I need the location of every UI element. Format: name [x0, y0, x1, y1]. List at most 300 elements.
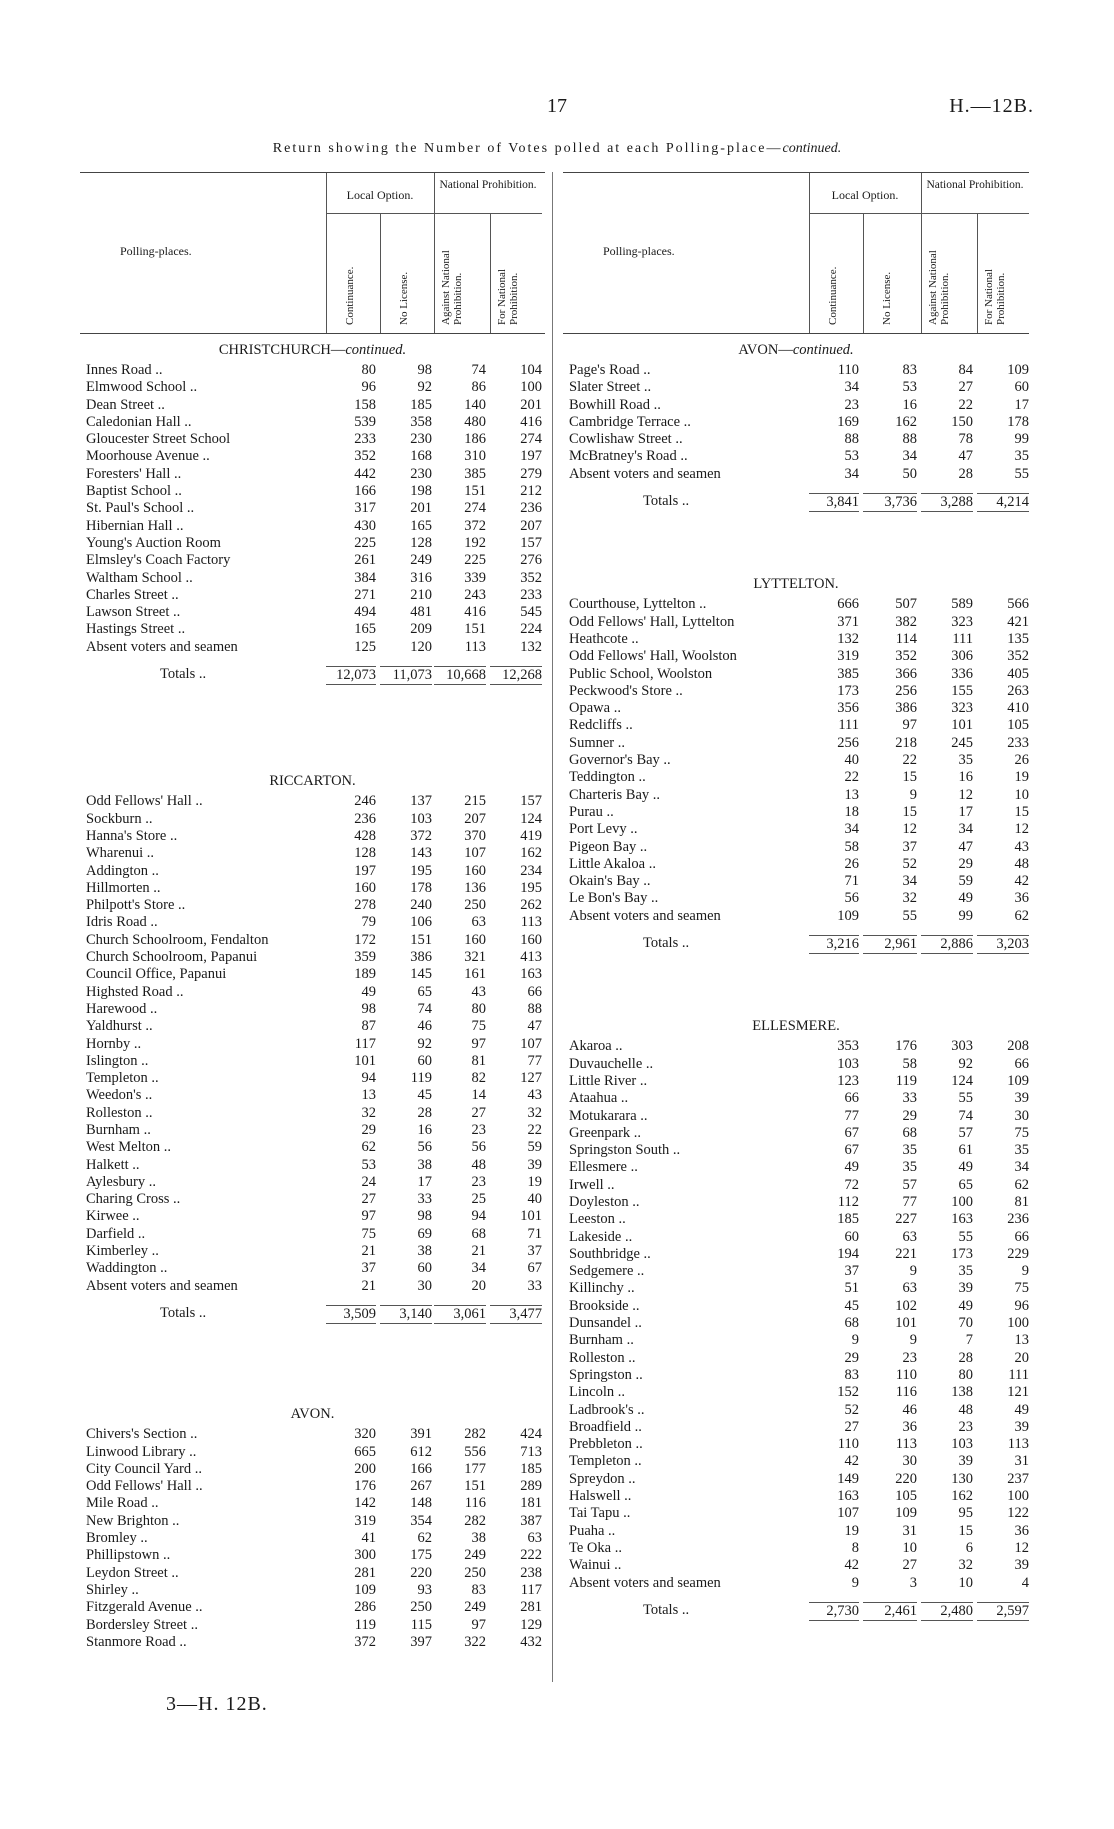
against-np-value: 130 — [951, 1470, 973, 1487]
table-row — [563, 614, 1029, 631]
table-row — [80, 1018, 545, 1035]
against-np-value: 92 — [958, 1055, 973, 1072]
continuance-value: 2,730 — [809, 1602, 859, 1621]
no-license-value: 230 — [410, 465, 432, 482]
table-row — [563, 362, 1029, 379]
polling-place-name: Sumner .. — [569, 734, 625, 751]
table-row — [563, 1419, 1029, 1436]
polling-place-name: Dunsandel .. — [569, 1315, 642, 1332]
for-np-value: 9 — [1021, 1263, 1029, 1280]
polling-place-name: Highsted Road .. — [86, 983, 184, 1000]
against-np-value: 14 — [471, 1087, 486, 1104]
for-np-header: For National Prohibition. — [983, 269, 1007, 325]
polling-place-name: Bromley .. — [86, 1530, 148, 1547]
polling-place-name: Hibernian Hall .. — [86, 517, 184, 534]
continuance-value: 233 — [354, 431, 376, 448]
polling-place-name: Killinchy .. — [569, 1280, 635, 1297]
continuance-value: 110 — [837, 1436, 859, 1453]
against-np-value: 22 — [958, 396, 973, 413]
totals-row — [563, 935, 1029, 952]
totals-row — [563, 493, 1029, 510]
no-license-value: 50 — [902, 465, 917, 482]
table-row — [80, 1122, 545, 1139]
for-np-value: 35 — [1014, 1142, 1029, 1159]
no-license-value: 12 — [902, 821, 917, 838]
table-row — [563, 1194, 1029, 1211]
polling-place-name: Absent voters and seamen — [86, 638, 238, 655]
table-row — [563, 1350, 1029, 1367]
continuance-value: 66 — [844, 1090, 859, 1107]
table-row — [80, 1547, 545, 1564]
table-row — [563, 873, 1029, 890]
no-license-value: 507 — [895, 596, 917, 613]
no-license-value: 165 — [410, 517, 432, 534]
polling-place-name: Philpott's Store .. — [86, 897, 186, 914]
for-np-value: 178 — [1007, 413, 1029, 430]
for-np-value: 55 — [1014, 465, 1029, 482]
polling-place-name: St. Paul's School .. — [86, 500, 195, 517]
continuance-value: 261 — [354, 552, 376, 569]
no-license-value: 31 — [902, 1522, 917, 1539]
for-np-value: 12,268 — [490, 666, 542, 685]
table-row — [80, 863, 545, 880]
against-np-value: 151 — [464, 1478, 486, 1495]
continuance-value: 117 — [354, 1035, 376, 1052]
continuance-value: 29 — [361, 1121, 376, 1138]
against-np-value: 107 — [464, 845, 486, 862]
for-np-value: 233 — [520, 586, 542, 603]
against-np-value: 21 — [471, 1243, 486, 1260]
for-np-value: 35 — [1014, 448, 1029, 465]
against-np-value: 215 — [464, 793, 486, 810]
section-gap — [80, 1322, 545, 1402]
table-row — [80, 500, 545, 517]
continuance-value: 23 — [844, 396, 859, 413]
no-license-value: 10 — [902, 1539, 917, 1556]
continuance-value: 173 — [837, 682, 859, 699]
against-np-value: 83 — [471, 1581, 486, 1598]
continuance-value: 359 — [354, 949, 376, 966]
against-np-value: 589 — [951, 596, 973, 613]
continuance-value: 165 — [354, 621, 376, 638]
polling-place-name: Addington .. — [86, 862, 159, 879]
continuance-value: 3,841 — [809, 493, 859, 512]
polling-place-name: Courthouse, Lyttelton .. — [569, 596, 707, 613]
no-license-value: 92 — [417, 1035, 432, 1052]
continuance-value: 132 — [837, 630, 859, 647]
continuance-value: 18 — [844, 803, 859, 820]
no-license-value: 58 — [902, 1055, 917, 1072]
polling-place-name: Hastings Street .. — [86, 621, 186, 638]
continuance-value: 319 — [354, 1512, 376, 1529]
against-np-value: 63 — [471, 914, 486, 931]
against-np-value: 103 — [951, 1436, 973, 1453]
polling-place-name: Port Levy .. — [569, 821, 638, 838]
continuance-value: 103 — [837, 1055, 859, 1072]
polling-place-name: Ladbrook's .. — [569, 1401, 645, 1418]
no-license-value: 15 — [902, 769, 917, 786]
no-license-value: 36 — [902, 1418, 917, 1435]
no-license-value: 63 — [902, 1280, 917, 1297]
no-license-value: 105 — [895, 1488, 917, 1505]
no-license-value: 93 — [417, 1581, 432, 1598]
table-row — [80, 1444, 545, 1461]
continuance-value: 194 — [837, 1245, 859, 1262]
for-np-value: 117 — [520, 1581, 542, 1598]
polling-place-name: Totals .. — [160, 1304, 207, 1321]
against-np-value: 78 — [958, 431, 973, 448]
continuance-value: 83 — [844, 1366, 859, 1383]
table-row — [563, 1125, 1029, 1142]
against-np-value: 29 — [958, 855, 973, 872]
table-row — [80, 1426, 545, 1443]
no-license-value: 98 — [417, 362, 432, 378]
no-license-value: 119 — [895, 1072, 917, 1089]
against-np-value: 7 — [965, 1332, 973, 1349]
continuance-value: 9 — [851, 1574, 859, 1591]
continuance-value: 60 — [844, 1228, 859, 1245]
table-row — [563, 1246, 1029, 1263]
continuance-value: 22 — [844, 769, 859, 786]
polling-place-name: McBratney's Road .. — [569, 448, 688, 465]
polling-place-name: Te Oka .. — [569, 1539, 622, 1556]
polling-place-name: Page's Road .. — [569, 362, 651, 378]
polling-place-name: Baptist School .. — [86, 483, 182, 500]
no-license-value: 382 — [895, 613, 917, 630]
polling-place-name: Prebbleton .. — [569, 1436, 643, 1453]
polling-place-name: Teddington .. — [569, 769, 646, 786]
no-license-value: 63 — [902, 1228, 917, 1245]
section-continued: continued. — [792, 342, 854, 358]
against-np-value: 70 — [958, 1315, 973, 1332]
polling-place-name: Governor's Bay .. — [569, 752, 671, 769]
table-row — [563, 1177, 1029, 1194]
no-license-value: 9 — [909, 786, 917, 803]
for-np-value: 36 — [1014, 890, 1029, 907]
no-license-value: 55 — [902, 907, 917, 924]
no-license-value: 481 — [410, 604, 432, 621]
against-np-value: 100 — [951, 1193, 973, 1210]
polling-place-name: Harewood .. — [86, 1000, 158, 1017]
header-rule — [380, 213, 381, 333]
polling-place-name: Spreydon .. — [569, 1470, 636, 1487]
table-row — [563, 431, 1029, 448]
continuance-value: 101 — [354, 1052, 376, 1069]
polling-place-name: Irwell .. — [569, 1176, 615, 1193]
against-np-value: 12 — [958, 786, 973, 803]
against-np-value: 55 — [958, 1090, 973, 1107]
table-row — [563, 379, 1029, 396]
polling-place-name: Odd Fellows' Hall .. — [86, 793, 203, 810]
section-title — [563, 1014, 1029, 1038]
against-np-value: 116 — [464, 1495, 486, 1512]
polling-place-name: City Council Yard .. — [86, 1460, 203, 1477]
against-np-value: 38 — [471, 1530, 486, 1547]
for-np-value: 352 — [1007, 648, 1029, 665]
polling-place-name: Moorhouse Avenue .. — [86, 448, 210, 465]
against-np-value: 27 — [471, 1104, 486, 1121]
against-np-value: 303 — [951, 1038, 973, 1055]
table-row — [563, 1402, 1029, 1419]
no-license-value: 119 — [410, 1070, 432, 1087]
polling-place-name: Wainui .. — [569, 1557, 622, 1574]
table-row — [80, 1001, 545, 1018]
continuance-value: 281 — [354, 1564, 376, 1581]
continuance-value: 8 — [851, 1539, 859, 1556]
table-row — [563, 648, 1029, 665]
no-license-value: 34 — [902, 448, 917, 465]
table-row — [80, 362, 545, 379]
continuance-value: 666 — [837, 596, 859, 613]
table-row — [563, 1471, 1029, 1488]
no-license-value: 198 — [410, 483, 432, 500]
no-license-value: 145 — [410, 966, 432, 983]
against-np-value: 35 — [958, 752, 973, 769]
against-np-value: 86 — [471, 379, 486, 396]
table-row — [563, 908, 1029, 925]
local-option-header: Local Option. — [346, 188, 414, 202]
continuance-value: 185 — [837, 1211, 859, 1228]
polling-place-name: Absent voters and seamen — [569, 907, 721, 924]
table-row — [563, 1436, 1029, 1453]
no-license-value: 148 — [410, 1495, 432, 1512]
table-row — [563, 735, 1029, 752]
header-rule — [863, 213, 864, 333]
no-license-value: 115 — [410, 1616, 432, 1633]
polling-place-name: Waddington .. — [86, 1260, 168, 1277]
table-row — [563, 1315, 1029, 1332]
polling-place-name: Charing Cross .. — [86, 1191, 181, 1208]
for-np-value: 43 — [1014, 838, 1029, 855]
table-row — [80, 1478, 545, 1495]
table-row — [80, 949, 545, 966]
for-np-value: 262 — [520, 897, 542, 914]
table-row — [563, 1263, 1029, 1280]
for-np-value: 236 — [1007, 1211, 1029, 1228]
continuance-value: 62 — [361, 1139, 376, 1156]
table-row — [80, 639, 545, 656]
polling-place-name: Waltham School .. — [86, 569, 193, 586]
for-np-value: 39 — [1014, 1418, 1029, 1435]
polling-place-name: Puaha .. — [569, 1522, 616, 1539]
no-license-value: 2,961 — [863, 935, 917, 954]
against-np-value: 245 — [951, 734, 973, 751]
table-row — [563, 448, 1029, 465]
continuance-value: 53 — [361, 1156, 376, 1173]
polling-place-name: Rolleston .. — [86, 1104, 153, 1121]
for-np-value: 238 — [520, 1564, 542, 1581]
no-license-value: 316 — [410, 569, 432, 586]
against-np-value: 39 — [958, 1453, 973, 1470]
for-np-value: 81 — [1014, 1193, 1029, 1210]
against-np-value: 124 — [951, 1072, 973, 1089]
against-np-value: 28 — [958, 465, 973, 482]
continuance-value: 176 — [354, 1478, 376, 1495]
continuance-value: 88 — [844, 431, 859, 448]
no-license-value: 240 — [410, 897, 432, 914]
for-np-value: 66 — [1014, 1228, 1029, 1245]
against-np-value: 47 — [958, 448, 973, 465]
continuance-value: 128 — [354, 845, 376, 862]
no-license-value: 33 — [417, 1191, 432, 1208]
for-np-value: 77 — [527, 1052, 542, 1069]
against-np-value: 15 — [958, 1522, 973, 1539]
against-np-value: 339 — [464, 569, 486, 586]
no-license-value: 68 — [902, 1124, 917, 1141]
against-np-value: 249 — [464, 1547, 486, 1564]
for-np-value: 274 — [520, 431, 542, 448]
for-np-value: 236 — [520, 500, 542, 517]
no-license-value: 109 — [895, 1505, 917, 1522]
polling-place-name: Absent voters and seamen — [569, 465, 721, 482]
for-np-value: 4,214 — [977, 493, 1029, 512]
polling-place-name: Wharenui .. — [86, 845, 155, 862]
continuance-value: 430 — [354, 517, 376, 534]
for-np-value: 410 — [1007, 700, 1029, 717]
against-np-value: 282 — [464, 1426, 486, 1443]
header-subrule — [326, 213, 542, 214]
for-np-value: 233 — [1007, 734, 1029, 751]
no-license-value: 83 — [902, 362, 917, 378]
for-np-value: 432 — [520, 1633, 542, 1650]
no-license-value: 62 — [417, 1530, 432, 1547]
totals-row — [80, 666, 545, 683]
against-np-value: 136 — [464, 879, 486, 896]
for-np-value: 413 — [520, 949, 542, 966]
no-license-value: 53 — [902, 379, 917, 396]
polling-place-name: Cambridge Terrace .. — [569, 413, 691, 430]
table-row — [80, 1530, 545, 1547]
table-row — [563, 1211, 1029, 1228]
continuance-value: 80 — [361, 362, 376, 378]
no-license-value: 366 — [895, 665, 917, 682]
for-np-value: 67 — [527, 1260, 542, 1277]
table-row — [563, 821, 1029, 838]
continuance-value: 123 — [837, 1072, 859, 1089]
against-np-value: 274 — [464, 500, 486, 517]
against-np-value: 57 — [958, 1124, 973, 1141]
for-np-value: 19 — [527, 1173, 542, 1190]
against-np-value: 23 — [471, 1173, 486, 1190]
for-np-value: 197 — [520, 448, 542, 465]
totals-gap — [80, 1295, 545, 1305]
continuance-value: 97 — [361, 1208, 376, 1225]
no-license-value: 106 — [410, 914, 432, 931]
table-row — [80, 466, 545, 483]
no-license-value: 143 — [410, 845, 432, 862]
table-row — [563, 1056, 1029, 1073]
continuance-value: 428 — [354, 827, 376, 844]
table-row — [563, 1298, 1029, 1315]
no-license-value: 178 — [410, 879, 432, 896]
section-title — [80, 769, 545, 793]
no-license-value: 45 — [417, 1087, 432, 1104]
against-np-value: 101 — [951, 717, 973, 734]
continuance-value: 119 — [354, 1616, 376, 1633]
continuance-value: 3,509 — [326, 1305, 376, 1324]
table-row — [80, 397, 545, 414]
for-np-value: 263 — [1007, 682, 1029, 699]
table-row — [563, 1142, 1029, 1159]
no-license-value: 56 — [417, 1139, 432, 1156]
table-row — [80, 570, 545, 587]
polling-place-name: Lincoln .. — [569, 1384, 625, 1401]
continuance-value: 356 — [837, 700, 859, 717]
no-license-value: 391 — [410, 1426, 432, 1443]
polling-place-name: Redcliffs .. — [569, 717, 633, 734]
table-row — [563, 1384, 1029, 1401]
for-np-value: 181 — [520, 1495, 542, 1512]
for-np-value: 26 — [1014, 752, 1029, 769]
for-np-value: 545 — [520, 604, 542, 621]
no-license-value: 175 — [410, 1547, 432, 1564]
against-np-value: 49 — [958, 890, 973, 907]
no-license-value: 34 — [902, 873, 917, 890]
table-row — [80, 379, 545, 396]
against-np-value: 186 — [464, 431, 486, 448]
continuance-value: 286 — [354, 1599, 376, 1616]
continuance-value: 142 — [354, 1495, 376, 1512]
against-np-value: 306 — [951, 648, 973, 665]
no-license-value: 16 — [417, 1121, 432, 1138]
table-row — [80, 1105, 545, 1122]
table-row — [563, 1453, 1029, 1470]
for-np-value: 43 — [527, 1087, 542, 1104]
continuance-value: 27 — [844, 1418, 859, 1435]
for-np-value: 104 — [520, 362, 542, 378]
no-license-value: 168 — [410, 448, 432, 465]
national-prohibition-header: National Prohibition. — [439, 179, 537, 191]
polling-place-name: Islington .. — [86, 1052, 149, 1069]
table-row — [80, 1634, 545, 1651]
local-option-header: Local Option. — [831, 188, 899, 202]
no-license-value: 92 — [417, 379, 432, 396]
against-np-header: Against National Prohibition. — [927, 250, 951, 325]
no-license-value: 3,140 — [380, 1305, 432, 1324]
no-license-value: 11,073 — [380, 666, 432, 685]
no-license-value: 2,461 — [863, 1602, 917, 1621]
for-np-value: 2,597 — [977, 1602, 1029, 1621]
for-np-value: 32 — [527, 1104, 542, 1121]
continuance-value: 13 — [361, 1087, 376, 1104]
table-row — [80, 1157, 545, 1174]
for-np-value: 4 — [1021, 1574, 1029, 1591]
header-rule — [434, 173, 435, 333]
polling-place-name: Rolleston .. — [569, 1349, 636, 1366]
table-row — [80, 1278, 545, 1295]
table-row — [563, 1332, 1029, 1349]
totals-row — [563, 1602, 1029, 1619]
continuance-value: 160 — [354, 879, 376, 896]
footer-code: 3—H. 12B. — [166, 1693, 268, 1715]
polling-place-name: Burnham .. — [569, 1332, 634, 1349]
table-row — [80, 448, 545, 465]
polling-place-name: Chivers's Section .. — [86, 1426, 198, 1443]
polling-place-name: Opawa .. — [569, 700, 621, 717]
polling-place-name: Gloucester Street School — [86, 431, 231, 448]
no-license-value: 35 — [902, 1142, 917, 1159]
for-np-value: 33 — [527, 1277, 542, 1294]
table-row — [563, 1073, 1029, 1090]
table-row — [80, 1565, 545, 1582]
for-np-value: 157 — [520, 534, 542, 551]
no-license-value: 110 — [895, 1366, 917, 1383]
continuance-value: 45 — [844, 1297, 859, 1314]
no-license-value: 372 — [410, 827, 432, 844]
no-license-value: 97 — [902, 717, 917, 734]
for-np-value: 3,203 — [977, 935, 1029, 954]
against-np-value: 225 — [464, 552, 486, 569]
